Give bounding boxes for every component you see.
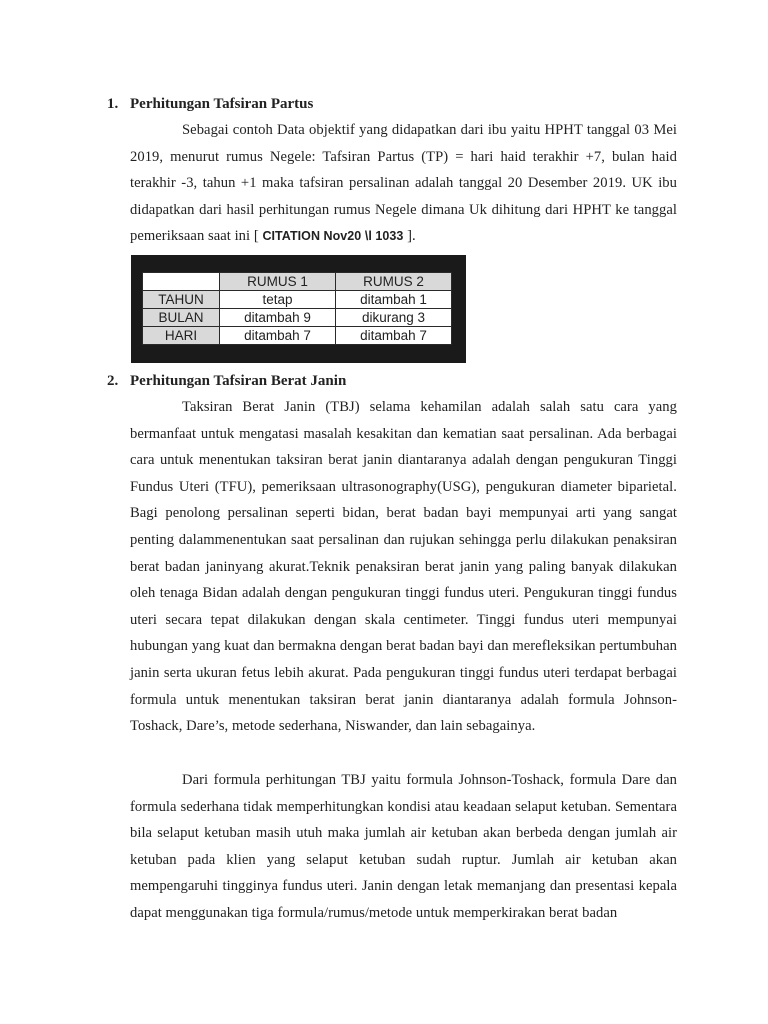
- table-col-header-rumus1: RUMUS 1: [220, 273, 336, 291]
- table-cell: ditambah 7: [336, 327, 452, 345]
- table-row: [143, 309, 452, 327]
- section-1-paragraph-end: ].: [403, 228, 416, 245]
- table-cell: ditambah 9: [220, 309, 336, 327]
- table-row-label: HARI: [143, 327, 220, 345]
- table-row-label: TAHUN: [143, 291, 220, 309]
- table-header-row: [143, 273, 452, 291]
- section-2-paragraph-2: Dari formula perhitungan TBJ yaitu formula Johnson-Toshack, formula Dare dan formula sederhana tidak memperhitungkan kondisi atau keadaan selaput ketuban. Sementara bila selaput ketuban masih utuh maka jumlah air ketuban akan berbeda dengan jumlah air ketuban pada klien yang selaput ketuban sudah ruptur. Jumlah air ketuban akan mempengaruhi tingginya fundus uteri. Janin dengan letak memanjang dan presentasi kepala dapat menggunakan tiga formula/rumus/metode untuk memperkirakan berat badan: [130, 772, 677, 921]
- section-1-heading: [107, 94, 313, 114]
- section-2-paragraph-1: Taksiran Berat Janin (TBJ) selama kehamilan adalah salah satu cara yang bermanfaat untuk mengatasi masalah kesakitan dan kematian saat persalinan. Ada berbagai cara untuk menentukan taksiran berat janin diantaranya adalah dengan pengukuran Tinggi Fundus Uteri (TFU), pemeriksaan ultrasonography(USG), pengukuran diameter biparietal. Bagi penolong persalinan seperti bidan, berat badan bayi mempunyai arti yang sangat penting dalammenentukan saat persalinan dan rujukan sehingga perlu dilakukan penaksiran berat badan janinyang akurat.Teknik penaksiran berat janin yang paling banyak dilakukan oleh tenaga Bidan adalah dengan pengukuran tinggi fundus uteri. Pengukuran tinggi fundus uteri secara tepat dilakukan dengan skala centimeter. Tinggi fundus uteri mempunyai hubungan yang kuat dan bermakna dengan berat badan bayi dan merefleksikan pertumbuhan janin serta ukuran fetus lebih akurat. Pada pengukuran tinggi fundus uteri terdapat berbagai formula untuk menentukan taksiran berat janin diantaranya adalah formula Johnson-Toshack, Dare’s, metode sederhana, Niswander, dan lain sebagainya.: [130, 399, 677, 735]
- table-col-header-rumus2: RUMUS 2: [336, 273, 452, 291]
- section-1-number: 1.: [107, 96, 119, 112]
- table-cell: tetap: [220, 291, 336, 309]
- section-1-title: Perhitungan Tafsiran Partus: [130, 96, 314, 112]
- table-row: [143, 291, 452, 309]
- negele-formula-table: [142, 272, 452, 345]
- section-2-title: Perhitungan Tafsiran Berat Janin: [130, 373, 347, 389]
- section-1-paragraph: [130, 117, 677, 250]
- table-row: [143, 327, 452, 345]
- table-cell: ditambah 1: [336, 291, 452, 309]
- formula-table-image: [131, 255, 466, 363]
- table-corner-cell: [143, 273, 220, 291]
- table-cell: dikurang 3: [336, 309, 452, 327]
- section-1-paragraph-text: Sebagai contoh Data objektif yang didapatkan dari ibu yaitu HPHT tanggal 03 Mei 2019, menurut rumus Negele: Tafsiran Partus (TP) = hari haid terakhir +7, bulan haid terakhir -3, tahun +1 maka tafsiran persalinan adalah tanggal 20 Desember 2019. UK ibu didapatkan dari hasil perhitungan rumus Negele dimana Uk dihitung dari HPHT ke tanggal pemeriksaan saat ini [: [130, 122, 677, 245]
- section-2-number: 2.: [107, 373, 119, 389]
- table-cell: ditambah 7: [220, 327, 336, 345]
- table-row-label: BULAN: [143, 309, 220, 327]
- section-2-heading: [107, 371, 346, 391]
- citation-field: CITATION Nov20 \l 1033: [262, 229, 404, 244]
